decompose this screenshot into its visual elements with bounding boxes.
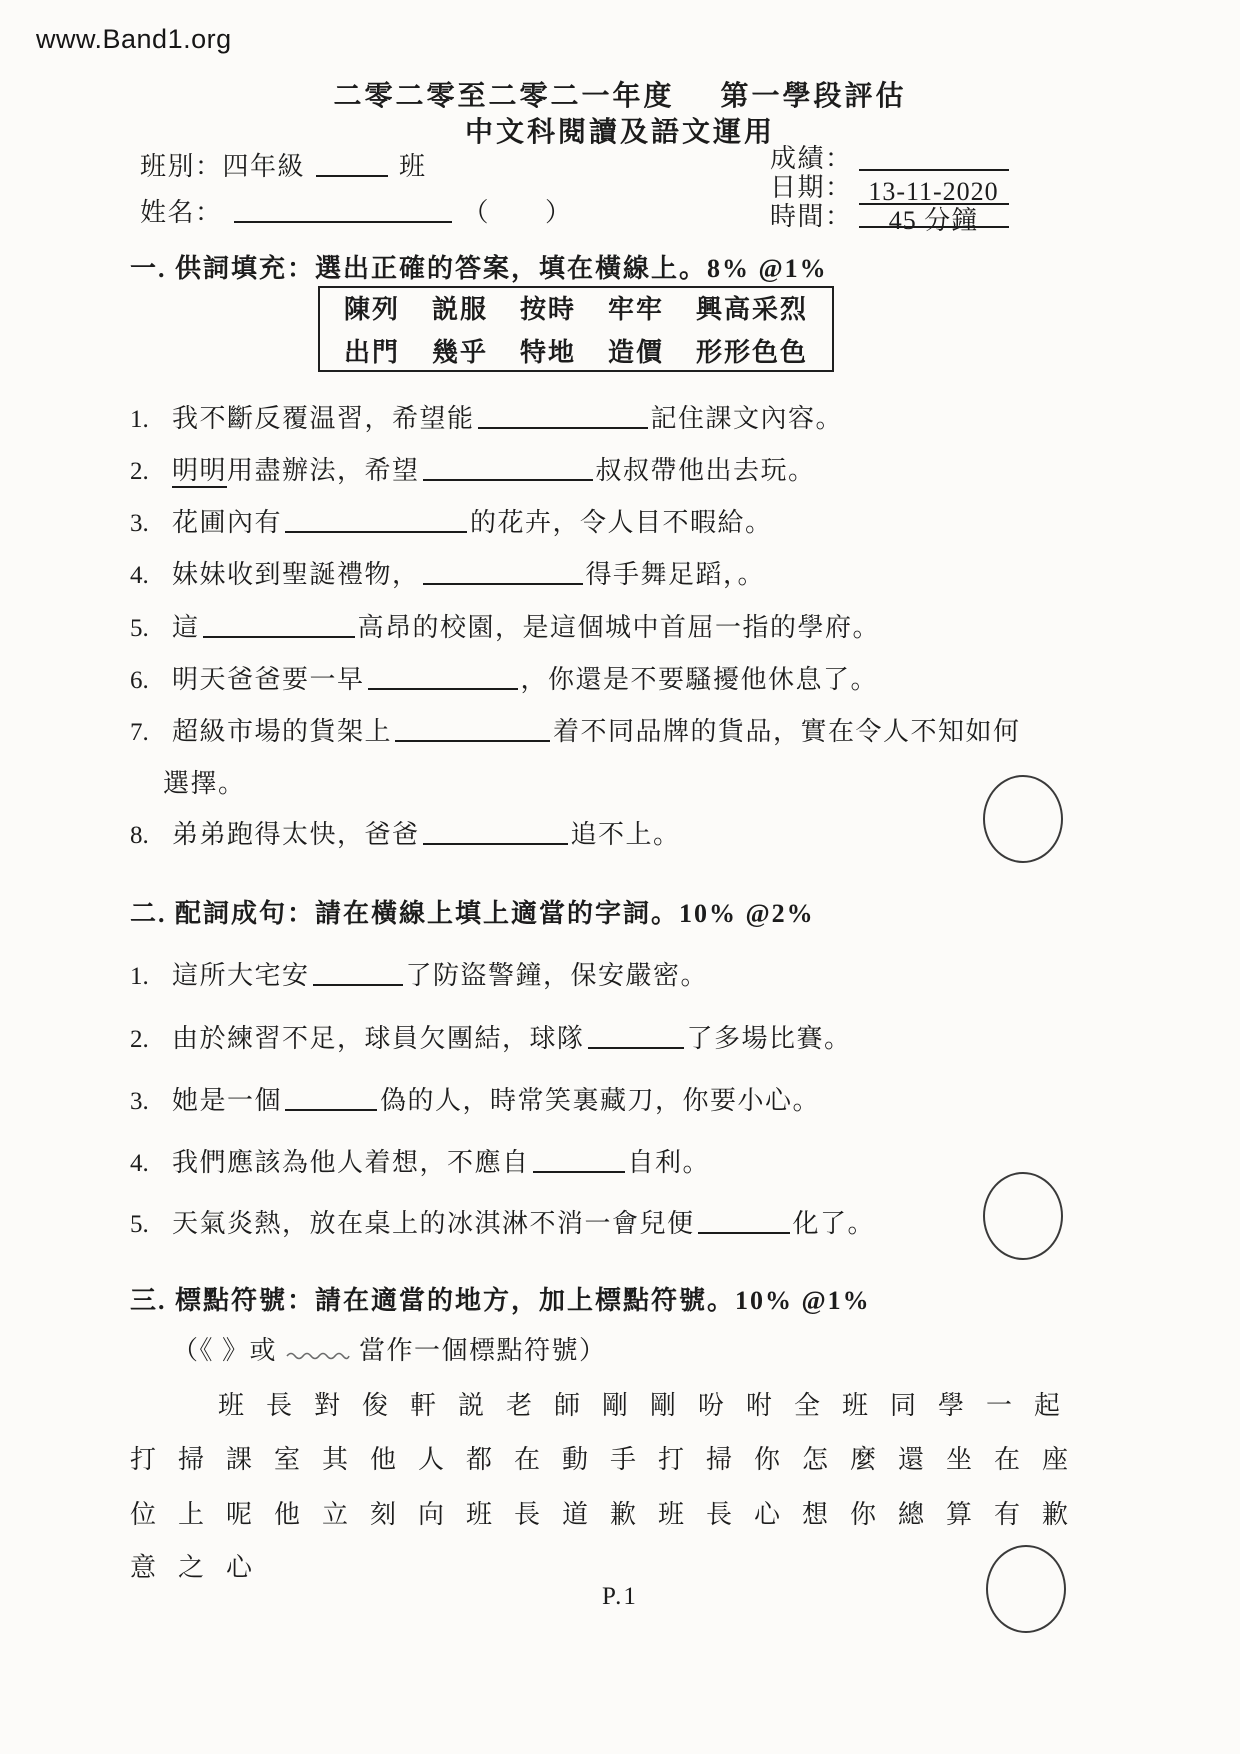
s1-question-6 — [130, 659, 878, 696]
word-item: 特地 — [519, 338, 576, 367]
wavy-line-icon — [285, 1347, 351, 1361]
word-item: 幾乎 — [431, 338, 488, 367]
answer-blank — [423, 561, 583, 585]
answer-blank — [285, 509, 467, 533]
exam-title-line2 — [0, 110, 1240, 150]
question-text: 自利。 — [627, 1148, 711, 1177]
word-item: 形形色色 — [695, 338, 808, 367]
s1-question-4 — [130, 554, 765, 591]
answer-blank — [395, 718, 550, 742]
passage-line-4: 意之心 — [130, 1553, 275, 1582]
answer-blank — [313, 962, 403, 986]
exam-term-title: 第一學段評估 — [720, 81, 907, 112]
question-text: 着不同品牌的貨品，實在令人不知如何 — [553, 717, 1021, 746]
question-number: 1. — [130, 963, 149, 990]
name-line — [140, 192, 573, 229]
question-number: 6. — [130, 667, 149, 694]
note-text: （《 》或 — [172, 1336, 278, 1365]
word-item: 出門 — [344, 338, 401, 367]
question-text: 得手舞足蹈，。 — [585, 560, 766, 589]
question-text: 選擇。 — [163, 769, 246, 798]
class-line — [140, 146, 427, 183]
question-number: 3. — [130, 510, 149, 537]
word-item: 造價 — [607, 338, 664, 367]
time-line — [770, 196, 1009, 233]
word-item: 説服 — [431, 295, 488, 324]
answer-blank — [698, 1210, 790, 1234]
s2-question-3 — [130, 1080, 820, 1117]
answer-blank — [533, 1149, 625, 1173]
class-suffix: 班 — [399, 152, 427, 181]
underlined-name: 明明 — [172, 456, 227, 488]
question-number: 3. — [130, 1088, 149, 1115]
question-text: 叔叔帶他出去玩。 — [595, 456, 816, 485]
answer-blank — [285, 1087, 377, 1111]
passage-line-3: 位上呢他立刻向班長道歉班長心想你總算有歉 — [130, 1500, 1091, 1529]
s1-question-8 — [130, 814, 681, 851]
name-paren: （ ） — [462, 198, 573, 227]
class-label: 班別：四年級 — [140, 152, 306, 181]
s1-question-2 — [130, 450, 816, 487]
question-text: 我不斷反覆温習，希望能 — [172, 404, 475, 433]
date-label: 日期： — [770, 173, 853, 202]
exam-title-line1 — [0, 74, 1240, 114]
question-text: 妹妹收到聖誕禮物， — [172, 560, 420, 589]
section2-heading: 二. 配詞成句：請在橫線上填上適當的字詞。10% @2% — [130, 899, 815, 928]
question-text: 了防盜警鐘，保安嚴密。 — [405, 961, 709, 990]
s2-question-4 — [130, 1142, 710, 1179]
question-number: 8. — [130, 822, 149, 849]
question-text: 化了。 — [792, 1209, 876, 1238]
time-label: 時間： — [770, 202, 853, 231]
note-text: 當作一個標點符號） — [359, 1336, 607, 1365]
question-number: 4. — [130, 562, 149, 589]
answer-blank — [203, 614, 355, 638]
exam-year-title: 二零二零至二零二一年度 — [333, 81, 675, 112]
word-item: 陳列 — [344, 295, 401, 324]
question-text: 超級市場的貨架上 — [172, 717, 393, 746]
question-number: 2. — [130, 1026, 149, 1053]
passage-line-1: 班長對俊軒説老師剛剛吩咐全班同學一起 — [218, 1391, 1083, 1420]
question-text: 偽的人，時常笑裏藏刀，你要小心。 — [380, 1086, 821, 1115]
question-text: 追不上。 — [570, 820, 681, 849]
question-text: 記住課文內容。 — [650, 404, 844, 433]
question-number: 5. — [130, 615, 149, 642]
s2-question-1 — [130, 955, 708, 992]
question-number: 5. — [130, 1211, 149, 1238]
question-text: 弟弟跑得太快，爸爸 — [172, 820, 420, 849]
word-item: 牢牢 — [607, 295, 664, 324]
name-blank — [234, 199, 452, 223]
question-number: 2. — [130, 458, 149, 485]
site-watermark: www.Band1.org — [36, 24, 232, 54]
question-number: 4. — [130, 1150, 149, 1177]
question-text: 天氣炎熱，放在桌上的冰淇淋不消一會兒便 — [172, 1209, 695, 1238]
s1-question-5 — [130, 607, 880, 644]
question-number: 1. — [130, 406, 149, 433]
s1-question-1 — [130, 398, 843, 435]
word-item: 按時 — [519, 295, 576, 324]
date-value: 13-11-2020 — [859, 177, 1009, 205]
word-bank-row2 — [344, 332, 808, 369]
answer-blank — [368, 666, 518, 690]
question-text: 這 — [172, 613, 200, 642]
hole-punch-circle — [983, 1172, 1063, 1260]
passage-line-2: 打掃課室其他人都在動手打掃你怎麼還坐在座 — [130, 1445, 1091, 1474]
question-text: 用盡辦法，希望 — [227, 456, 420, 485]
hole-punch-circle — [983, 775, 1063, 863]
question-number: 7. — [130, 719, 149, 746]
class-blank — [316, 153, 388, 177]
s2-question-2 — [130, 1018, 852, 1055]
question-text: 的花卉，令人目不暇給。 — [470, 508, 773, 537]
question-text: 明天爸爸要一早 — [172, 665, 365, 694]
name-label: 姓名： — [140, 198, 223, 227]
exam-subject-title: 中文科閱讀及語文運用 — [464, 117, 775, 148]
word-bank-box — [318, 286, 834, 372]
answer-blank — [423, 821, 568, 845]
time-value: 45 分鐘 — [859, 200, 1009, 228]
page-number: P.1 — [602, 1583, 638, 1610]
s1-question-3 — [130, 502, 773, 539]
answer-blank — [423, 457, 593, 481]
s1-question-7-cont — [163, 763, 246, 800]
question-text: 她是一個 — [172, 1086, 283, 1115]
word-item: 興高采烈 — [695, 295, 808, 324]
question-text: 這所大宅安 — [172, 961, 310, 990]
question-text: 了多場比賽。 — [686, 1024, 852, 1053]
s3-note-line — [172, 1330, 607, 1367]
answer-blank — [478, 405, 648, 429]
question-text: 我們應該為他人着想，不應自 — [172, 1148, 530, 1177]
word-bank-row1 — [344, 289, 808, 326]
section1-heading: 一. 供詞填充：選出正確的答案，填在橫線上。8% @1% — [130, 254, 828, 283]
question-text: ，你還是不要騷擾他休息了。 — [520, 665, 879, 694]
s2-question-5 — [130, 1203, 875, 1240]
s1-question-7 — [130, 711, 1021, 748]
answer-blank — [588, 1025, 684, 1049]
section3-heading: 三. 標點符號：請在適當的地方，加上標點符號。10% @1% — [130, 1286, 871, 1315]
question-text: 由於練習不足，球員欠團結，球隊 — [172, 1024, 585, 1053]
question-text: 高昂的校園，是這個城中首屈一指的學府。 — [357, 613, 881, 642]
question-text: 花圃內有 — [172, 508, 283, 537]
score-label: 成績： — [770, 144, 853, 173]
